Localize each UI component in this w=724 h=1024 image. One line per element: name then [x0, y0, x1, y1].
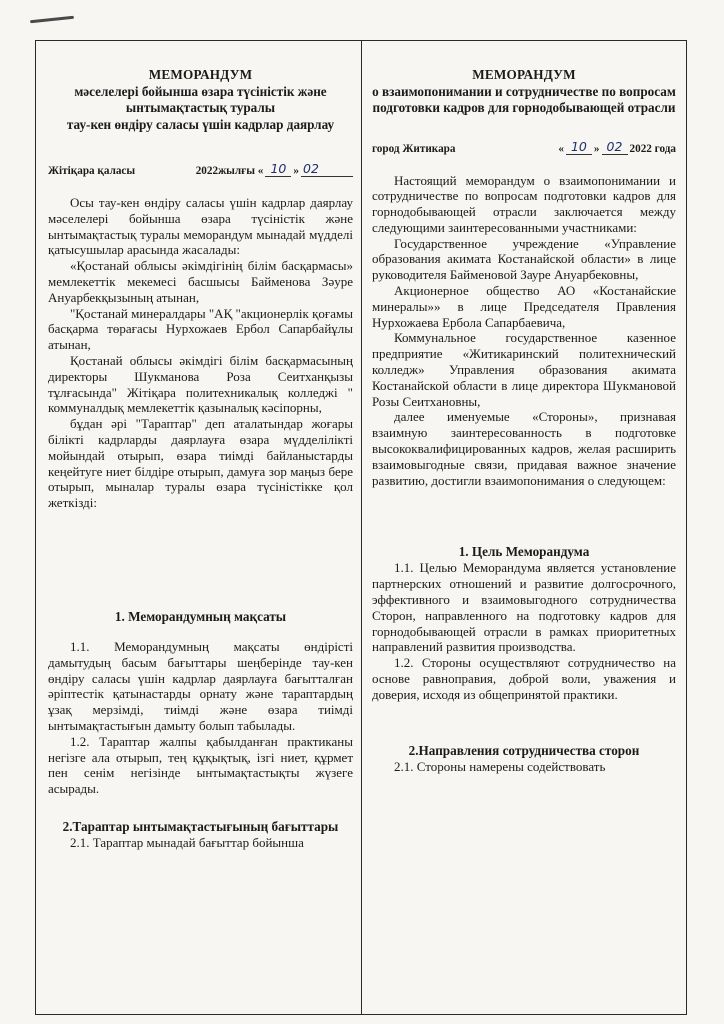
- left-paragraph: Осы тау-кен өндіру саласы үшін кадрлар даярлау мәселелері бойынша өзара түсіністік және ынтымақтастық туралы меморандум мынадай мүдделі қатысушылар арасында жасалады:: [48, 195, 353, 258]
- left-paragraph: «Қостанай облысы әкімдігінің білім басқармасы» мемлекеттік мекемесі басшысы Байменова Зәуре Ануарбекқызының атынан,: [48, 258, 353, 305]
- left-paragraph: 1.2. Тараптар жалпы қабылданған практиканы негізге ала отырып, тең құқықтық, ізгі ниет, құрмет пен сенім негізінде ынтымақтастықты жүзеге асырады.: [48, 733, 353, 797]
- left-paragraph: бұдан әрі "Тараптар" деп аталатындар жоғары білікті кадрларды даярлауға өзара мүдделілікті мойындай отырып, өзара тиімді байланыстарды кеңейтуге ниет білдіре отырып, дамуға зор маңыз бере отырып, мыналар туралы өзара түсіністікке қол жеткізді:: [48, 416, 353, 511]
- right-section-1-title: 1. Цель Меморандума: [458, 544, 590, 560]
- left-city: Жітіқара қаласы: [48, 165, 136, 177]
- right-section-2-title: 2.Направления сотрудничества сторон: [408, 742, 640, 758]
- right-heading: [372, 67, 676, 117]
- left-paragraph: 1.1. Меморандумның мақсаты өндірісті дамытудың басым бағыттары шеңберінде тау-кен өндіру саласы үшін кадрлар даярлауға бағытталған әріптестік қатынастарды орнату және тараптардың ұзақ мерзімді, тиімді және өзара тиімді ынтымақтастығын дамыту болып табылады.: [48, 638, 353, 733]
- russian-column: [361, 41, 686, 1014]
- right-date-month: 02: [602, 140, 628, 155]
- scan-mark: [30, 16, 74, 24]
- left-date-prefix: 2022жылғы «: [195, 165, 264, 177]
- right-place-date: [372, 137, 676, 155]
- right-paragraph: Государственное учреждение «Управление образования акимата Костанайской области» в лице руководителя Байменовой Зауре Ануарбековны,: [372, 235, 676, 283]
- left-paragraph: 2.1. Тараптар мынадай бағыттар бойынша: [70, 834, 304, 850]
- right-body: [372, 173, 676, 775]
- left-paragraph: Қостанай облысы әкімдігі білім басқармасының директоры Шукманова Роза Сеитханқызы тұлғасында" Жітіқара политехникалық колледжі " коммуналдық мемлекеттік қазыналық кәсіпорны,: [48, 352, 353, 416]
- right-subtitle-2: подготовки кадров для горнодобывающей отрасли: [372, 100, 676, 115]
- right-paragraph: Коммунальное государственное казенное предприятие «Житикаринский политехнический колледж» Управления образования акимата Костанайской области в лице директора Шукмановой Розы Сеитхановны,: [372, 330, 676, 409]
- right-paragraph: далее именуемые «Стороны», признавая взаимную заинтересованность в подготовке высококвалифицированных кадров, желая расширить взаимовыгодные связи, придавая важное значение развитию, достигли взаимопонимания о следующем:: [372, 409, 676, 488]
- left-heading: [48, 67, 353, 133]
- right-paragraph: Настоящий меморандум о взаимопонимании и сотрудничестве по вопросам подготовки кадров для горнодобывающей отрасли заключается между следующими заинтересованными участниками:: [372, 172, 676, 235]
- left-title: МЕМОРАНДУМ: [148, 67, 253, 82]
- right-date-open: «: [558, 142, 564, 155]
- right-title: МЕМОРАНДУМ: [472, 67, 576, 82]
- document-sheet: [35, 40, 687, 1015]
- right-date-suffix: 2022 года: [629, 142, 676, 155]
- left-place-date: [48, 159, 353, 177]
- right-paragraph: 1.2. Стороны осуществляют сотрудничество на основе равноправия, доброй воли, уважения и доверия, исходя из общепринятой практики.: [372, 655, 676, 702]
- right-subtitle-1: о взаимопонимании и сотрудничестве по вопросам: [372, 83, 676, 99]
- left-date-sep: »: [293, 165, 299, 177]
- left-subtitle-1: мәселелері бойынша өзара түсіністік және ынтымақтастық туралы: [74, 83, 327, 115]
- left-date-day: 10: [265, 162, 291, 177]
- right-paragraph: 2.1. Стороны намерены содействовать: [394, 758, 606, 774]
- left-subtitle-2: тау-кен өндіру саласы үшін кадрлар даярлау: [66, 116, 335, 132]
- right-paragraph: Акционерное общество АО «Костанайские минералы»» в лице Председателя Правления Нурхожаева Ербола Сапарбаевича,: [372, 283, 676, 330]
- left-date-month: 02: [301, 162, 353, 177]
- right-date-sep: »: [593, 142, 600, 155]
- kazakh-column: [36, 41, 361, 1014]
- left-body: [48, 195, 353, 851]
- left-section-1-title: 1. Меморандумның мақсаты: [114, 608, 287, 624]
- left-date: [196, 162, 353, 177]
- right-date: [558, 140, 676, 155]
- left-paragraph: "Қостанай минералдары "АҚ "акционерлік қоғамы басқарма төрағасы Нурхожаев Ербол Сапарбайұлы атынан,: [48, 305, 353, 353]
- left-section-2-title: 2.Тараптар ынтымақтастығының бағыттары: [62, 818, 339, 834]
- right-paragraph: 1.1. Целью Меморандума является установление партнерских отношений и развитие долгосрочного, эффективного и взаимовыгодного сотрудничества Сторон, направленного на подготовку кадров для горнодобывающей отрасли в рамках приоритетных направлений развития производства.: [372, 560, 676, 655]
- right-city: город Житикара: [372, 142, 456, 155]
- right-date-day: 10: [566, 140, 592, 155]
